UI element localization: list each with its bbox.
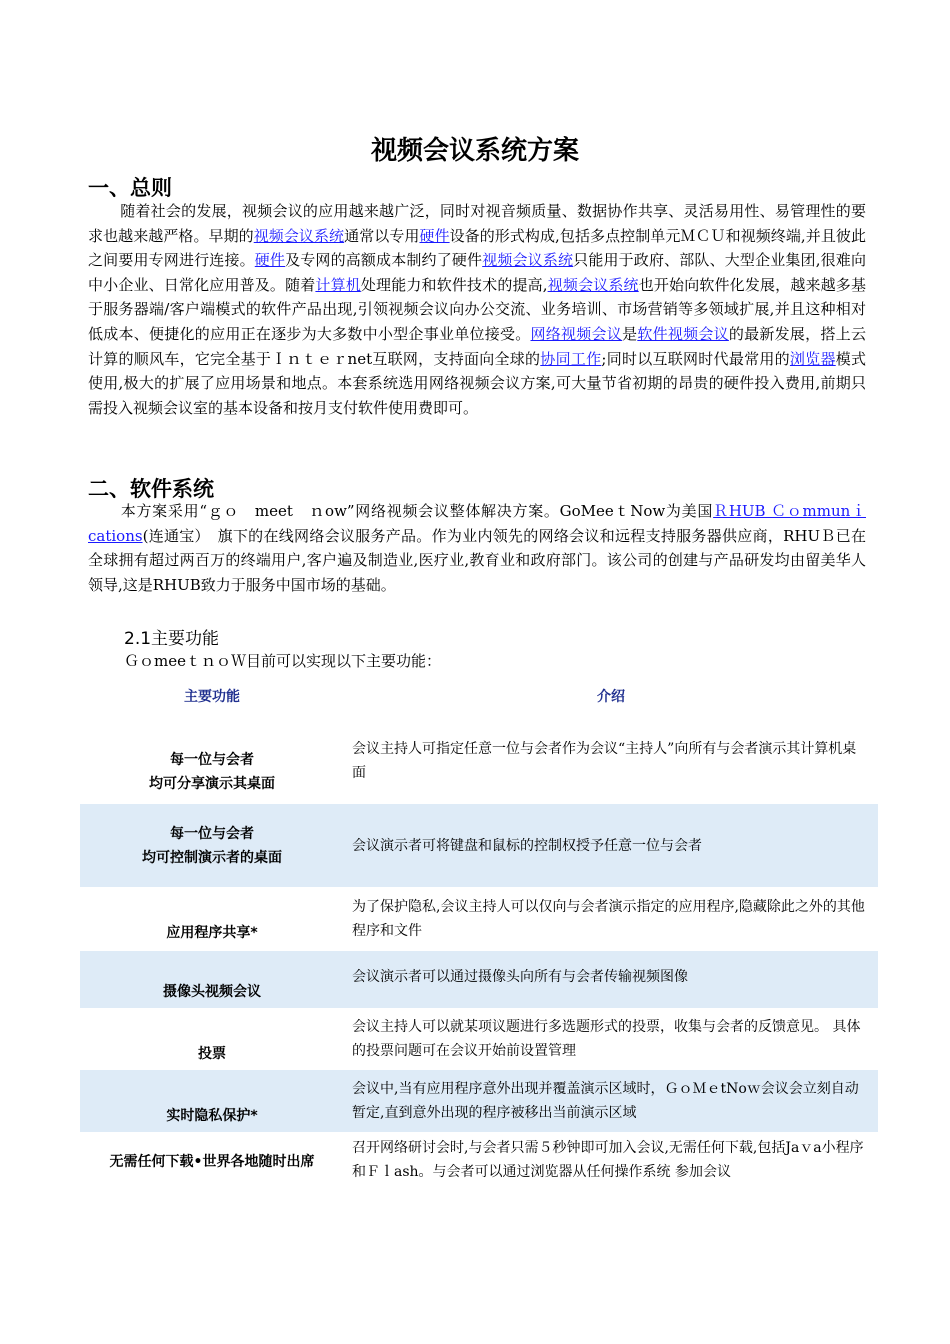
function-cell	[80, 1070, 344, 1132]
function-cell	[80, 1008, 344, 1070]
column-header-function: 主要功能	[184, 689, 240, 705]
section-2-heading: 二、软件系统	[88, 477, 214, 501]
function-cell	[80, 715, 344, 804]
table-row	[80, 951, 878, 1008]
hyperlink[interactable]: 视频会议系统	[547, 275, 639, 294]
paragraph-text: 随着社会的发展，视频会议的应用越来越广泛，同时对视音频质量、数据协作共享、灵活易用性、易管理性的要求也越来越严格。早期的	[88, 202, 866, 245]
hyperlink[interactable]: 网络视频会议	[530, 324, 623, 343]
table-row	[80, 1070, 878, 1132]
function-name-line: 摄像头视频会议	[163, 984, 261, 1000]
paragraph-text: 模式使用,极大的扩展了应用场景和地点。本套系统选用网络视频会议方案,可大量节省初期的昂贵的硬件投入费用,前期只需投入视频会议室的基本设备和按月支付软件使用费即可。	[88, 349, 866, 417]
paragraph-text: 及专网的高额成本制约了硬件	[285, 251, 483, 270]
paragraph-text: (连通宝） 旗下的在线网络会议服务产品。作为业内领先的网络会议和远程支持服务器供应商，RHUＢ已在全球拥有超过两百万的终端用户,客户遍及制造业,医疗业,教育业和政府部门。该公司的创建与产品研发均由留美华人领导,这是RHUB致力于服务中国市场的基础。	[88, 526, 866, 594]
function-cell	[80, 1132, 344, 1192]
hyperlink[interactable]: 浏览器	[789, 349, 836, 368]
table-header-row	[80, 677, 878, 715]
description-cell: 会议演示者可将键盘和鼠标的控制权授予任意一位与会者	[344, 804, 878, 887]
function-name-line: 无需任何下载•世界各地随时出席	[109, 1154, 315, 1170]
document-title: 视频会议系统方案	[370, 136, 579, 166]
paragraph-text: 的最新发展，搭上云计算的顺风车，它完全基于Ｉｎｔｅｒnet互联网，支持面向全球的	[88, 324, 866, 368]
description-cell: 会议中,当有应用程序意外出现并覆盖演示区域时，ＧｏＭｅtNoｗ会议会立刻自动暂定,直到意外出现的程序被移出当前演示区域	[344, 1070, 878, 1132]
paragraph-text: 是	[622, 324, 638, 343]
function-name-line: 投票	[198, 1046, 226, 1062]
function-name-line: 实时隐私保护*	[166, 1108, 258, 1124]
features-table	[80, 677, 878, 1192]
function-name-line: 每一位与会者	[170, 825, 254, 842]
table-row	[80, 804, 878, 887]
hyperlink[interactable]: 硬件	[419, 226, 450, 245]
function-cell	[80, 951, 344, 1008]
hyperlink[interactable]: 计算机	[315, 275, 361, 294]
section-1-heading: 一、总则	[88, 176, 172, 200]
function-name-line: 均可控制演示者的桌面	[142, 849, 282, 866]
subsection-heading: 2.1主要功能	[124, 629, 220, 649]
subsection-intro: ＧｏmeeｔｎｏＷ目前可以实现以下主要功能：	[124, 652, 441, 670]
function-cell	[80, 804, 344, 887]
hyperlink[interactable]: 软件视频会议	[637, 324, 729, 343]
hyperlink[interactable]: 视频会议系统	[482, 251, 574, 270]
hyperlink[interactable]: 硬件	[254, 251, 286, 270]
paragraph-text: 也开始向软件化发展，越来越多基于服务器端/客户端模式的软件产品出现,引领视频会议向办公交流、业务培训、市场营销等多领域扩展,并且这种相对低成本、便捷化的应用正在逐步为大多数中小型企事业单位接受。	[88, 275, 866, 343]
function-name-line: 均可分享演示其桌面	[149, 776, 275, 792]
column-header-intro: 介绍	[597, 689, 625, 705]
function-cell	[80, 887, 344, 951]
description-cell: 召开网络研讨会时,与会者只需５秒钟即可加入会议,无需任何下载,包括Jaｖa小程序和Ｆｌash。与会者可以通过浏览器从任何操作系统 参加会议	[352, 1140, 864, 1180]
paragraph-text: 通常以专用	[344, 226, 420, 245]
hyperlink[interactable]: ＲHUB Ｃｏmmunｉcations	[88, 502, 866, 545]
function-name-line: 每一位与会者	[170, 752, 254, 768]
paragraph-text: 本方案采用“ｇｏ meet ｎow”网络视频会议整体解决方案。GoMeeｔNow为美国	[120, 502, 714, 520]
table-row	[80, 715, 878, 804]
section-1-paragraph	[88, 199, 866, 420]
description-cell: 会议演示者可以通过摄像头向所有与会者传输视频图像	[344, 951, 878, 1008]
table-row	[80, 887, 878, 951]
paragraph-text: 设备的形式构成,包括多点控制单元ＭＣＵ和视频终端,并且彼此之间要用专网进行连接。	[88, 226, 866, 270]
paragraph-text: 处理能力和软件技术的提高,	[360, 275, 548, 294]
paragraph-text: 只能用于政府、部队、大型企业集团,很难向中小企业、日常化应用普及。随着	[88, 251, 866, 294]
table-row	[80, 1008, 878, 1070]
hyperlink[interactable]: 协同工作	[540, 349, 602, 368]
description-cell: 会议主持人可指定任意一位与会者作为会议“主持人”向所有与会者演示其计算机桌面	[352, 741, 857, 781]
paragraph-text: ;同时以互联网时代最常用的	[601, 349, 790, 368]
description-cell: 会议主持人可以就某项议题进行多选题形式的投票，收集与会者的反馈意见。 具体的投票问题可在会议开始前设置管理	[352, 1019, 861, 1059]
section-2-paragraph	[88, 499, 866, 597]
description-cell: 为了保护隐私,会议主持人可以仅向与会者演示指定的应用程序,隐藏除此之外的其他程序和文件	[352, 899, 865, 939]
function-name-line: 应用程序共享*	[166, 925, 258, 941]
table-row	[80, 1132, 878, 1192]
hyperlink[interactable]: 视频会议系统	[253, 226, 345, 245]
